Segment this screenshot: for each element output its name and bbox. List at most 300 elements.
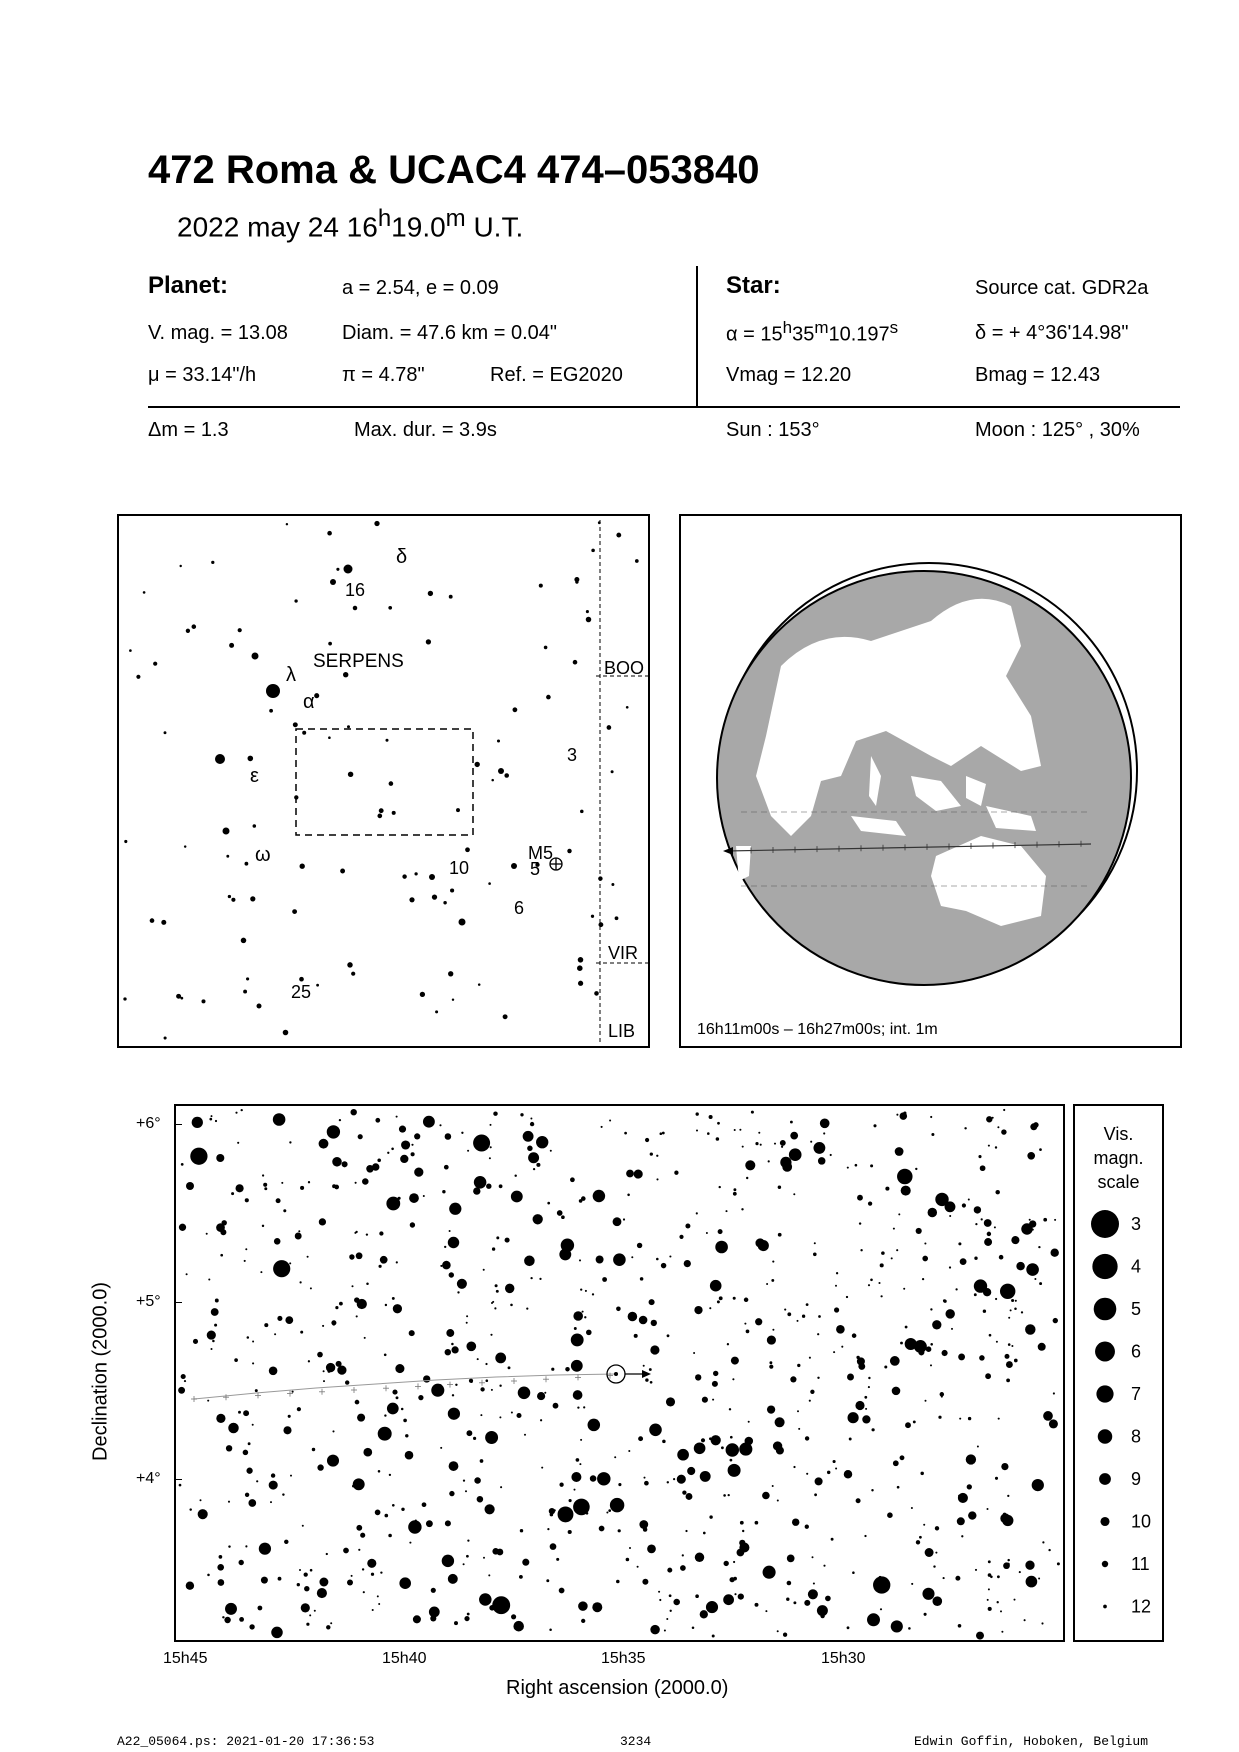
chart-star xyxy=(576,1458,580,1462)
legend-canvas xyxy=(1075,1106,1162,1640)
planet-motion: μ = 33.14"/h xyxy=(148,364,257,386)
chart-star xyxy=(769,1361,772,1364)
chart-star xyxy=(444,1246,446,1248)
chart-star xyxy=(317,1588,327,1598)
chart-star xyxy=(473,1437,476,1440)
chart-star xyxy=(602,1277,607,1282)
chart-star xyxy=(236,1184,244,1192)
chart-star xyxy=(479,1593,492,1606)
star-label-delta: δ xyxy=(396,546,408,568)
chart-star xyxy=(220,1254,223,1257)
finder-star xyxy=(504,773,509,778)
finder-star xyxy=(409,897,414,902)
minutes-text: 19.0 xyxy=(391,211,446,243)
chart-star xyxy=(1003,1109,1005,1111)
chart-star xyxy=(533,1214,543,1224)
chart-star xyxy=(783,1633,787,1637)
chart-star xyxy=(414,1167,423,1176)
chart-star xyxy=(283,1426,291,1434)
globe-caption: 16h11m00s – 16h27m00s; int. 1m xyxy=(697,1021,938,1038)
chart-star xyxy=(580,1439,582,1441)
chart-star xyxy=(769,1365,773,1369)
chart-star xyxy=(868,1377,870,1379)
legend-dot-3 xyxy=(1091,1210,1119,1238)
chart-star xyxy=(1008,1343,1011,1346)
chart-star xyxy=(857,1195,863,1201)
chart-star xyxy=(423,1116,435,1128)
chart-star xyxy=(599,1526,605,1532)
chart-star xyxy=(372,1609,374,1611)
chart-star xyxy=(709,1515,712,1518)
chart-star xyxy=(686,1493,693,1500)
chart-star xyxy=(518,1387,531,1400)
chart-star xyxy=(893,1228,895,1230)
chart-star xyxy=(786,1598,789,1601)
chart-star xyxy=(243,1450,249,1456)
chart-star xyxy=(465,1490,467,1492)
chart-star xyxy=(395,1364,404,1373)
chart-star xyxy=(442,1190,445,1193)
chart-star xyxy=(696,1129,698,1131)
chart-star xyxy=(561,1215,565,1219)
chart-star xyxy=(565,1367,570,1372)
chart-star xyxy=(820,1614,824,1618)
legend-dot-5 xyxy=(1094,1298,1117,1321)
finder-star xyxy=(388,606,392,610)
chart-star xyxy=(601,1126,603,1128)
finder-star xyxy=(611,770,614,773)
finder-star xyxy=(164,731,167,734)
chart-star xyxy=(666,1397,675,1406)
chart-star xyxy=(200,1499,202,1501)
chart-star xyxy=(959,1418,961,1420)
chart-star xyxy=(225,1603,237,1615)
chart-star xyxy=(480,1414,482,1416)
chart-star xyxy=(938,1416,941,1419)
finder-star xyxy=(449,595,453,599)
chart-star xyxy=(988,1607,992,1611)
chart-star xyxy=(777,1630,779,1632)
alpha-mid: 35 xyxy=(792,323,815,346)
chart-star xyxy=(322,1325,324,1327)
chart-star xyxy=(998,1418,1000,1420)
chart-star xyxy=(980,1165,986,1171)
chart-star xyxy=(485,1431,498,1444)
chart-star xyxy=(949,1215,951,1217)
finder-star xyxy=(226,855,229,858)
chart-star xyxy=(734,1129,736,1131)
chart-star xyxy=(787,1581,792,1586)
finder-star xyxy=(201,999,205,1003)
y-tick-mark xyxy=(174,1302,182,1303)
chart-star xyxy=(401,1140,410,1149)
star-label-6: 6 xyxy=(514,898,525,918)
chart-star xyxy=(466,1315,468,1317)
chart-star xyxy=(235,1112,237,1114)
x-tick-1530: 15h30 xyxy=(821,1650,866,1667)
max-duration: Max. dur. = 3.9s xyxy=(354,419,497,441)
chart-star xyxy=(682,1490,686,1494)
chart-star xyxy=(1039,1282,1042,1285)
chart-star xyxy=(739,1129,741,1131)
chart-star xyxy=(409,1193,419,1203)
chart-star xyxy=(480,1459,484,1463)
chart-star xyxy=(738,1593,744,1599)
chart-star xyxy=(999,1255,1004,1260)
finder-star xyxy=(478,983,481,986)
legend-dot-7 xyxy=(1096,1385,1113,1402)
chart-star xyxy=(997,1126,999,1128)
chart-star xyxy=(951,1328,953,1330)
chart-star xyxy=(426,1520,433,1527)
chart-star xyxy=(922,1278,924,1280)
chart-star xyxy=(208,1278,210,1280)
chart-star xyxy=(285,1316,293,1324)
star-label-5: 5 xyxy=(530,859,541,879)
chart-star xyxy=(986,1116,992,1122)
chart-star xyxy=(992,1117,994,1119)
chart-star xyxy=(667,1334,670,1337)
chart-star xyxy=(216,1414,225,1423)
table-divider-vertical xyxy=(696,266,698,406)
chart-star xyxy=(308,1360,310,1362)
chart-star xyxy=(519,1575,523,1579)
chart-star xyxy=(411,1144,413,1146)
finder-star xyxy=(491,779,494,782)
chart-star xyxy=(968,1198,970,1200)
chart-star xyxy=(354,1297,360,1303)
chart-star xyxy=(457,1291,459,1293)
chart-star xyxy=(263,1183,267,1187)
chart-star xyxy=(490,1146,492,1148)
y-tick-4: +4° xyxy=(136,1470,161,1487)
chart-star xyxy=(967,1484,972,1489)
chart-star xyxy=(981,1218,983,1220)
chart-star xyxy=(377,1159,381,1163)
finder-bright-star xyxy=(429,874,435,880)
chart-star xyxy=(330,1622,332,1624)
finder-chart xyxy=(117,514,650,1048)
chart-star xyxy=(1025,1561,1034,1570)
chart-star xyxy=(860,1249,862,1251)
chart-star xyxy=(510,1304,513,1307)
chart-star xyxy=(449,1203,461,1215)
chart-star xyxy=(660,1132,663,1135)
chart-star xyxy=(499,1416,501,1418)
chart-star xyxy=(1006,1563,1009,1566)
chart-star xyxy=(246,1468,252,1474)
chart-star xyxy=(974,1206,981,1213)
chart-star xyxy=(868,1386,870,1388)
chart-star xyxy=(649,1424,662,1437)
chart-star xyxy=(593,1190,605,1202)
chart-star xyxy=(332,1430,334,1432)
chart-star xyxy=(797,1320,799,1322)
chart-star xyxy=(673,1478,675,1480)
chart-star xyxy=(808,1589,818,1599)
chart-star xyxy=(379,1265,382,1268)
chart-star xyxy=(864,1396,867,1399)
finder-star xyxy=(577,965,583,971)
finder-bright-star xyxy=(459,919,466,926)
chart-star xyxy=(606,1511,608,1513)
chart-star xyxy=(508,1366,511,1369)
chart-star xyxy=(896,1249,898,1251)
chart-star xyxy=(916,1228,922,1234)
chart-star xyxy=(709,1307,711,1309)
chart-star xyxy=(228,1545,230,1547)
finder-star xyxy=(503,1014,508,1019)
chart-star xyxy=(495,1284,498,1287)
chart-star xyxy=(364,1337,366,1339)
finder-star xyxy=(465,847,470,852)
chart-star xyxy=(366,1165,374,1173)
finder-star xyxy=(343,672,348,677)
chart-star xyxy=(522,1559,529,1566)
chart-star xyxy=(836,1272,838,1274)
chart-star xyxy=(355,1400,360,1405)
chart-star xyxy=(903,1112,906,1115)
chart-star xyxy=(277,1316,282,1321)
x-tick-1540: 15h40 xyxy=(382,1650,427,1667)
chart-star xyxy=(755,1318,762,1325)
legend-label-12: 12 xyxy=(1131,1596,1152,1617)
finder-bright-star xyxy=(257,1004,262,1009)
finder-star xyxy=(176,994,181,999)
chart-star xyxy=(492,1247,495,1250)
finder-bright-star xyxy=(344,565,353,574)
chart-star xyxy=(445,1133,452,1140)
chart-star xyxy=(588,1419,601,1432)
chart-star xyxy=(511,1411,513,1413)
chart-star xyxy=(358,1549,360,1551)
chart-star xyxy=(966,1454,976,1464)
chart-star xyxy=(520,1529,523,1532)
chart-star xyxy=(306,1623,309,1626)
chart-star xyxy=(744,1298,749,1303)
chart-star xyxy=(835,1467,837,1469)
globe-canvas xyxy=(681,516,1180,1046)
chart-star xyxy=(644,1477,646,1479)
chart-star xyxy=(1005,1354,1010,1359)
chart-star xyxy=(715,1241,728,1254)
finder-star xyxy=(316,984,319,987)
chart-star xyxy=(870,1279,873,1282)
chart-star xyxy=(239,1560,244,1565)
finder-star xyxy=(567,849,571,853)
chart-star xyxy=(181,1163,184,1166)
path-direction-arrow xyxy=(723,847,733,855)
chart-star xyxy=(310,1569,313,1572)
chart-star xyxy=(288,1415,291,1418)
chart-star xyxy=(787,1555,795,1563)
chart-star xyxy=(403,1419,407,1423)
chart-star xyxy=(541,1467,543,1469)
chart-star xyxy=(1015,1300,1017,1302)
planet-vmag: V. mag. = 13.08 xyxy=(148,322,288,344)
chart-star xyxy=(262,1174,264,1176)
chart-star xyxy=(777,1499,779,1501)
chart-star xyxy=(616,1580,620,1584)
chart-star xyxy=(846,1296,848,1298)
chart-star xyxy=(647,1545,656,1554)
chart-star xyxy=(728,1494,730,1496)
chart-star xyxy=(680,1565,686,1571)
chart-star xyxy=(1006,1379,1010,1383)
chart-star xyxy=(923,1524,925,1526)
chart-star xyxy=(1007,1559,1009,1561)
chart-star xyxy=(467,1539,469,1541)
finder-star xyxy=(150,918,155,923)
chart-star xyxy=(662,1440,666,1444)
chart-star xyxy=(833,1460,836,1463)
chart-star xyxy=(679,1235,683,1239)
chart-star xyxy=(833,1351,835,1353)
motion-arrow-head xyxy=(642,1370,651,1378)
chart-star xyxy=(483,1269,485,1271)
chart-star xyxy=(841,1346,843,1348)
chart-star xyxy=(483,1557,485,1559)
chart-star xyxy=(784,1309,786,1311)
chart-star xyxy=(1033,1122,1039,1128)
chart-star xyxy=(831,1538,834,1541)
chart-star xyxy=(444,1165,449,1170)
finder-star xyxy=(229,643,234,648)
chart-star xyxy=(847,1374,854,1381)
chart-star xyxy=(558,1506,574,1522)
chart-star xyxy=(787,1312,791,1316)
chart-star xyxy=(304,1586,309,1591)
legend-dot-4 xyxy=(1092,1254,1117,1279)
finder-star xyxy=(435,1010,438,1013)
chart-star xyxy=(766,1283,768,1285)
chart-star xyxy=(351,1575,353,1577)
chart-star xyxy=(248,1442,251,1445)
chart-star xyxy=(477,1358,479,1360)
chart-star xyxy=(669,1594,672,1597)
chart-star xyxy=(388,1534,392,1538)
chart-star xyxy=(1019,1571,1021,1573)
chart-star xyxy=(466,1555,469,1558)
chart-star xyxy=(960,1258,967,1265)
chart-star xyxy=(684,1260,691,1267)
chart-star xyxy=(396,1116,398,1118)
chart-star xyxy=(442,1555,454,1567)
finder-star xyxy=(428,591,433,596)
chart-star xyxy=(467,1613,470,1616)
chart-star xyxy=(457,1279,467,1289)
chart-star xyxy=(628,1312,638,1322)
chart-star xyxy=(812,1556,814,1558)
chart-star xyxy=(790,1376,796,1382)
chart-star xyxy=(300,1186,304,1190)
chart-star xyxy=(994,1226,996,1228)
finder-star xyxy=(348,772,353,777)
chart-star xyxy=(958,1242,961,1245)
chart-star xyxy=(696,1112,699,1115)
finder-star xyxy=(578,957,584,963)
legend-label-8: 8 xyxy=(1131,1426,1142,1447)
chart-star xyxy=(1053,1392,1055,1394)
chart-star xyxy=(363,1591,365,1593)
chart-star xyxy=(327,1125,340,1138)
chart-star xyxy=(339,1119,341,1121)
chart-star xyxy=(429,1607,440,1618)
detail-star-chart xyxy=(174,1104,1065,1642)
chart-star xyxy=(859,1222,861,1224)
finder-star xyxy=(374,521,379,526)
chart-star xyxy=(658,1591,660,1593)
chart-star xyxy=(270,1501,272,1503)
chart-star xyxy=(718,1229,723,1234)
chart-star xyxy=(729,1577,734,1582)
chart-star xyxy=(276,1198,281,1203)
chart-star xyxy=(930,1343,933,1346)
chart-star xyxy=(513,1621,524,1632)
chart-star xyxy=(719,1186,721,1188)
finder-bright-star xyxy=(330,579,336,585)
chart-star xyxy=(1011,1299,1014,1302)
chart-star xyxy=(823,1565,825,1567)
chart-star xyxy=(499,1184,503,1188)
chart-star xyxy=(269,1481,278,1490)
cluster-label-m5: M5 xyxy=(528,843,554,863)
chart-star xyxy=(955,1576,960,1581)
chart-star xyxy=(974,1257,977,1260)
star-heading: Star: xyxy=(726,272,781,299)
chart-star xyxy=(924,1613,927,1616)
chart-star xyxy=(1043,1411,1053,1421)
chart-star xyxy=(523,1131,534,1142)
finder-star xyxy=(299,977,304,982)
chart-star xyxy=(559,1248,571,1260)
finder-star xyxy=(327,531,332,536)
legend-label-7: 7 xyxy=(1131,1384,1142,1404)
chart-star xyxy=(581,1619,585,1623)
chart-star xyxy=(297,1583,300,1586)
finder-star xyxy=(302,731,306,735)
chart-star xyxy=(701,1438,705,1442)
chart-star xyxy=(871,1428,874,1431)
chart-star xyxy=(964,1127,966,1129)
chart-star xyxy=(449,1491,454,1496)
chart-star xyxy=(312,1448,315,1451)
chart-star xyxy=(342,1161,348,1167)
footer-file: A22_05064.ps: 2021-01-20 17:36:53 xyxy=(117,1734,375,1749)
chart-star xyxy=(335,1306,338,1309)
chart-star xyxy=(218,1579,225,1586)
chart-star xyxy=(745,1437,754,1446)
chart-star xyxy=(989,1334,992,1337)
finder-star xyxy=(184,845,186,847)
boundary-label-vir: VIR xyxy=(608,943,639,963)
chart-star xyxy=(769,1572,771,1574)
chart-star xyxy=(228,1423,239,1434)
chart-star xyxy=(745,1160,755,1170)
chart-star xyxy=(490,1124,492,1126)
chart-star xyxy=(592,1293,594,1295)
chart-star xyxy=(387,1152,389,1154)
chart-star xyxy=(825,1596,831,1602)
legend-dot-8 xyxy=(1098,1429,1113,1444)
chart-star xyxy=(1002,1515,1013,1526)
chart-star xyxy=(480,1500,482,1502)
finder-star xyxy=(426,639,431,644)
chart-star xyxy=(431,1588,436,1593)
chart-star xyxy=(290,1475,292,1477)
chart-star xyxy=(943,1299,946,1302)
chart-star xyxy=(1049,1419,1058,1428)
